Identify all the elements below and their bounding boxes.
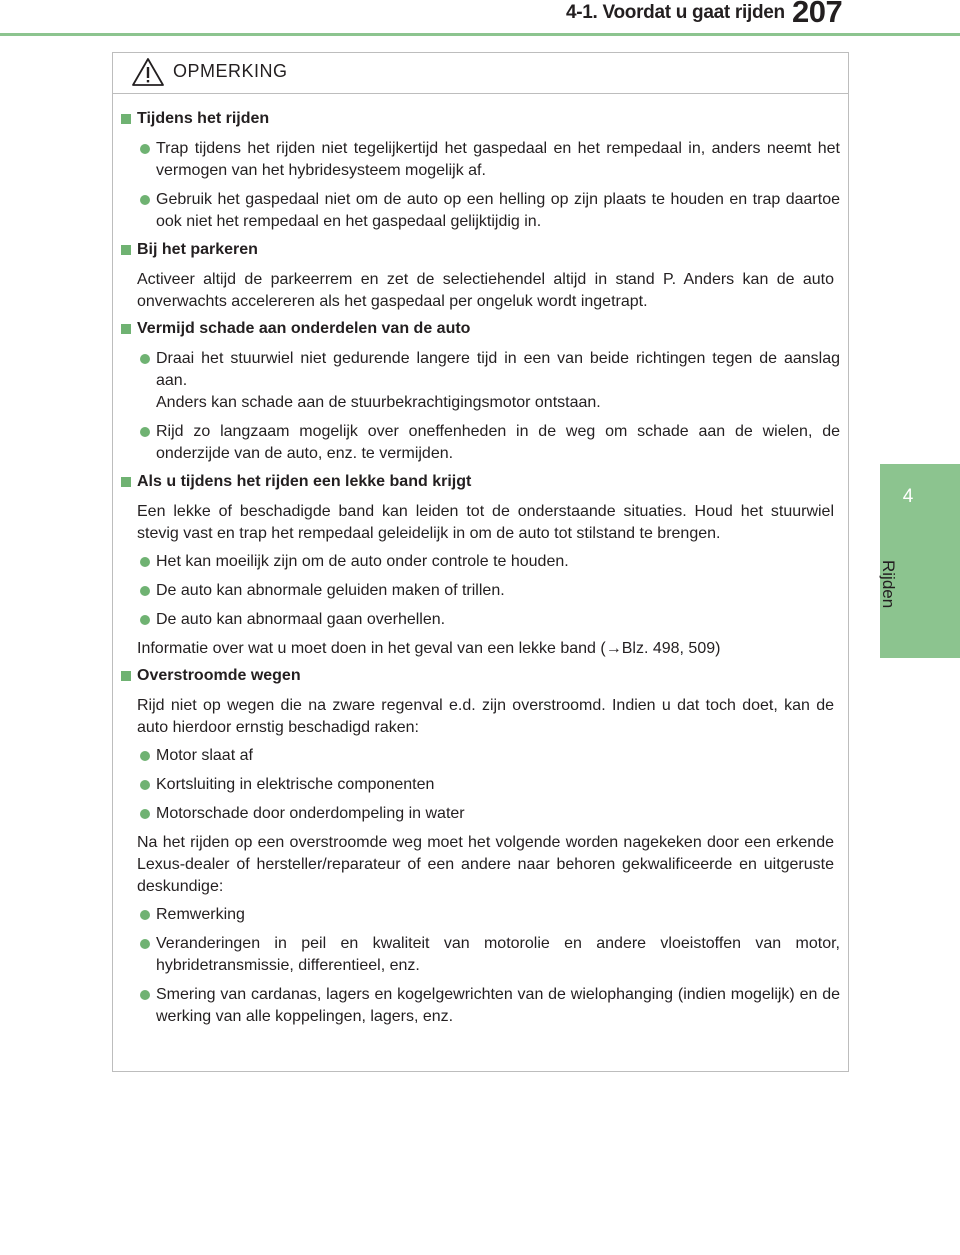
section-heading: Bij het parkeren <box>113 240 848 260</box>
list-item-extra: Anders kan schade aan de stuurbekrachtigingsmotor ontstaan. <box>156 394 601 411</box>
list-item: De auto kan abnormale geluiden maken of trillen. <box>113 580 848 602</box>
page-reference-text[interactable]: Informatie over wat u moet doen in het geval van een lekke band (→Blz. 498, 509) <box>137 640 721 657</box>
chapter-section-title: 4-1. Voordat u gaat rijden <box>566 2 785 23</box>
notice-content <box>113 109 848 1035</box>
list-item: Motor slaat af <box>113 745 848 767</box>
list-item: Motorschade door onderdompeling in water <box>113 803 848 825</box>
section-text: Rijd niet op wegen die na zware regenval e.d. zijn overstroomd. Indien u dat toch doet, kan de auto hierdoor ernstig beschadigd raken: <box>137 697 834 736</box>
list-item <box>113 348 848 414</box>
list-item: Kortsluiting in elektrische componenten <box>113 774 848 796</box>
page-number: 207 <box>792 0 843 29</box>
list-item: Gebruik het gaspedaal niet om de auto op een helling op zijn plaats te houden en trap daartoe ook niet het rempedaal en het gaspedaal gelijktijdig in. <box>113 189 848 233</box>
section-heading: Tijdens het rijden <box>113 109 848 129</box>
list-item: Smering van cardanas, lagers en kogelgewrichten van de wielophanging (indien mogelijk) en de werking van alle koppelingen, lagers, enz. <box>113 984 848 1028</box>
section-text: Na het rijden op een overstroomde weg moet het volgende worden nagekeken door een erkende Lexus-dealer of hersteller/reparateur of een andere naar behoren gekwalificeerde en uitgeruste deskundige: <box>137 834 834 895</box>
section-heading: Vermijd schade aan onderdelen van de auto <box>113 319 848 339</box>
chapter-tab-number: 4 <box>902 486 914 507</box>
list-item: Het kan moeilijk zijn om de auto onder controle te houden. <box>113 551 848 573</box>
chapter-tab-label: Rijden <box>879 560 898 609</box>
list-item: Rijd zo langzaam mogelijk over oneffenheden in de weg om schade aan de wielen, de onderzijde van de auto, enz. te vermijden. <box>113 421 848 465</box>
section-heading: Overstroomde wegen <box>113 666 848 686</box>
warning-triangle-icon <box>131 57 165 87</box>
notice-header <box>113 53 848 94</box>
list-item: Trap tijdens het rijden niet tegelijkertijd het gaspedaal en het rempedaal in, anders neemt het vermogen van het hybridesysteem mogelijk af. <box>113 138 848 182</box>
section-text: Activeer altijd de parkeerrem en zet de selectiehendel altijd in stand P. Anders kan de auto onverwachts accelereren als het gaspedaal per ongeluk wordt ingetrapt. <box>137 271 834 310</box>
list-item: Remwerking <box>113 904 848 926</box>
section-heading: Als u tijdens het rijden een lekke band krijgt <box>113 472 848 492</box>
list-item: Veranderingen in peil en kwaliteit van motorolie en andere vloeistoffen van motor, hybridetransmissie, differentieel, enz. <box>113 933 848 977</box>
header-rule <box>0 33 960 36</box>
notice-title: OPMERKING <box>173 61 288 81</box>
section-text: Een lekke of beschadigde band kan leiden tot de onderstaande situaties. Houd het stuurwiel stevig vast en trap het rempedaal geleidelijk in om de auto tot stilstand te brengen. <box>137 503 834 542</box>
list-item-text: Draai het stuurwiel niet gedurende langere tijd in een van beide richtingen tegen de aanslag aan. <box>156 350 840 389</box>
notice-box <box>112 52 849 1072</box>
list-item: De auto kan abnormaal gaan overhellen. <box>113 609 848 631</box>
